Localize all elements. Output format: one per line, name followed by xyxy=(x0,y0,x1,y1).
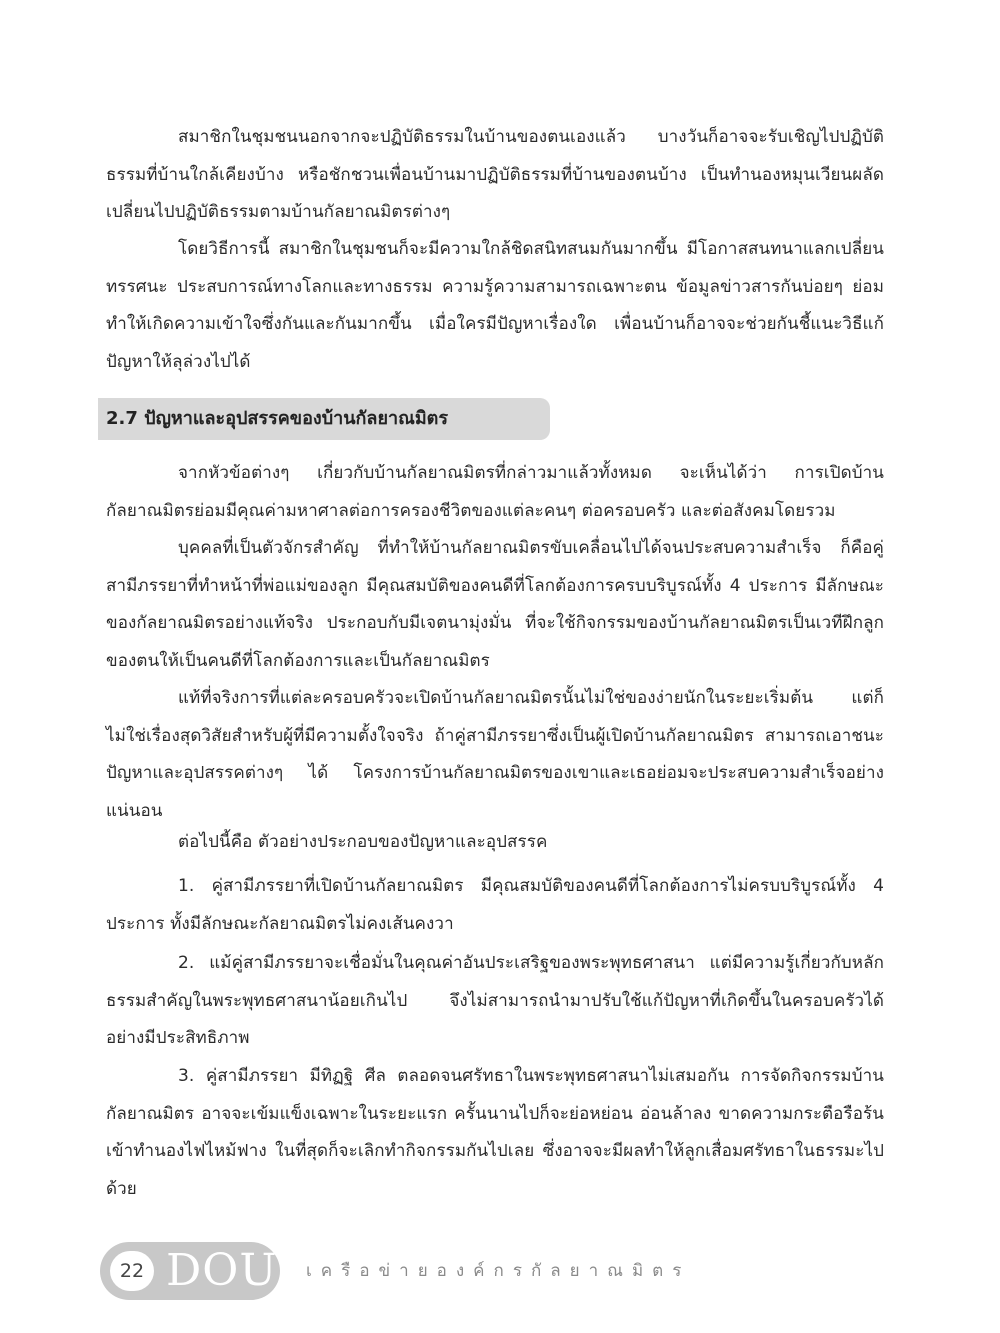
section-heading: 2.7 ปัญหาและอุปสรรคของบ้านกัลยาณมิตร xyxy=(106,408,449,429)
dou-logo: DOU xyxy=(166,1245,278,1296)
page-footer xyxy=(100,1242,691,1300)
list-item: 3. คู่สามีภรรยา มีทิฏฐิ ศีล ตลอดจนศรัทธาในพระพุทธศาสนาไม่เสมอกัน การจัดกิจกรรมบ้านกัลยาณมิตร อาจจะเข้มแข็งเฉพาะในระยะแรก ครั้นนานไปก็จะย่อหย่อน อ่อนล้าลง ขาดความกระตือรือร้นเข้าทำนองไฟไหม้ฟาง ในที่สุดก็จะเลิกทำกิจกรรมกันไปเลย ซึ่งอาจจะมีผลทำให้ลูกเสื่อมศรัทธาในธรรมะไปด้วย xyxy=(106,1066,884,1199)
paragraph: สมาชิกในชุมชนนอกจากจะปฏิบัติธรรมในบ้านของตนเองแล้ว บางวันก็อาจจะรับเชิญไปปฏิบัติธรรมที่บ้านใกล้เคียงบ้าง หรือชักชวนเพื่อนบ้านมาปฏิบัติธรรมที่บ้านของตนบ้าง เป็นทำนองหมุนเวียนผลัดเปลี่ยนไปปฏิบัติธรรมตามบ้านกัลยาณมิตรต่างๆ xyxy=(106,127,884,222)
list-item: 2. แม้คู่สามีภรรยาจะเชื่อมั่นในคุณค่าอันประเสริฐของพระพุทธศาสนา แต่มีความรู้เกี่ยวกับหลักธรรมสำคัญในพระพุทธศาสนาน้อยเกินไป จึงไม่สามารถนำมาปรับใช้แก้ปัญหาที่เกิดขึ้นในครอบครัวได้อย่างมีประสิทธิภาพ xyxy=(106,953,884,1048)
paragraph: แท้ที่จริงการที่แต่ละครอบครัวจะเปิดบ้านกัลยาณมิตรนั้นไม่ใช่ของง่ายนักในระยะเริ่มต้น แต่ก็ไม่ใช่เรื่องสุดวิสัยสำหรับผู้ที่มีความตั้งใจจริง ถ้าคู่สามีภรรยาซึ่งเป็นผู้เปิดบ้านกัลยาณมิตร สามารถเอาชนะปัญหาและอุปสรรคต่างๆ ได้ โครงการบ้านกัลยาณมิตรของเขาและเธอย่อมจะประสบความสำเร็จอย่างแน่นอน xyxy=(106,688,884,821)
paragraph: บุคคลที่เป็นตัวจักรสำคัญ ที่ทำให้บ้านกัลยาณมิตรขับเคลื่อนไปได้จนประสบความสำเร็จ ก็คือคู่สามีภรรยาที่ทำหน้าที่พ่อแม่ของลูก มีคุณสมบัติของคนดีที่โลกต้องการครบบริบูรณ์ทั้ง 4 ประการ มีลักษณะของกัลยาณมิตรอย่างแท้จริง ประกอบกับมีเจตนามุ่งมั่น ที่จะใช้กิจกรรมของบ้านกัลยาณมิตรเป็นเวทีฝึกลูกของตนให้เป็นคนดีที่โลกต้องการและเป็นกัลยาณมิตร xyxy=(106,538,884,671)
paragraph: จากหัวข้อต่างๆ เกี่ยวกับบ้านกัลยาณมิตรที่กล่าวมาแล้วทั้งหมด จะเห็นได้ว่า การเปิดบ้านกัลยาณมิตรย่อมมีคุณค่ามหาศาลต่อการครองชีวิตของแต่ละคนๆ ต่อครอบครัว และต่อสังคมโดยรวม xyxy=(106,463,884,521)
list-item: 1. คู่สามีภรรยาที่เปิดบ้านกัลยาณมิตร มีคุณสมบัติของคนดีที่โลกต้องการไม่ครบบริบูรณ์ทั้ง 4 ประการ ทั้งมีลักษณะกัลยาณมิตรไม่คงเส้นคงวา xyxy=(106,876,884,934)
page-number: 22 xyxy=(110,1251,154,1291)
section-heading-bar xyxy=(98,398,550,440)
book-title: เครือข่ายองค์กรกัลยาณมิตร xyxy=(306,1261,691,1281)
paragraph: โดยวิธีการนี้ สมาชิกในชุมชนก็จะมีความใกล้ชิดสนิทสนมกันมากขึ้น มีโอกาสสนทนาแลกเปลี่ยนทรรศนะ ประสบการณ์ทางโลกและทางธรรม ความรู้ความสามารถเฉพาะตน ข้อมูลข่าวสารกันบ่อยๆ ย่อมทำให้เกิดความเข้าใจซึ่งกันและกันมากขึ้น เมื่อใครมีปัญหาเรื่องใด เพื่อนบ้านก็อาจจะช่วยกันชี้แนะวิธีแก้ปัญหาให้ลุล่วงไปได้ xyxy=(106,239,884,372)
footer-badge xyxy=(100,1242,280,1300)
paragraph: ต่อไปนี้คือ ตัวอย่างประกอบของปัญหาและอุปสรรค xyxy=(178,832,548,852)
